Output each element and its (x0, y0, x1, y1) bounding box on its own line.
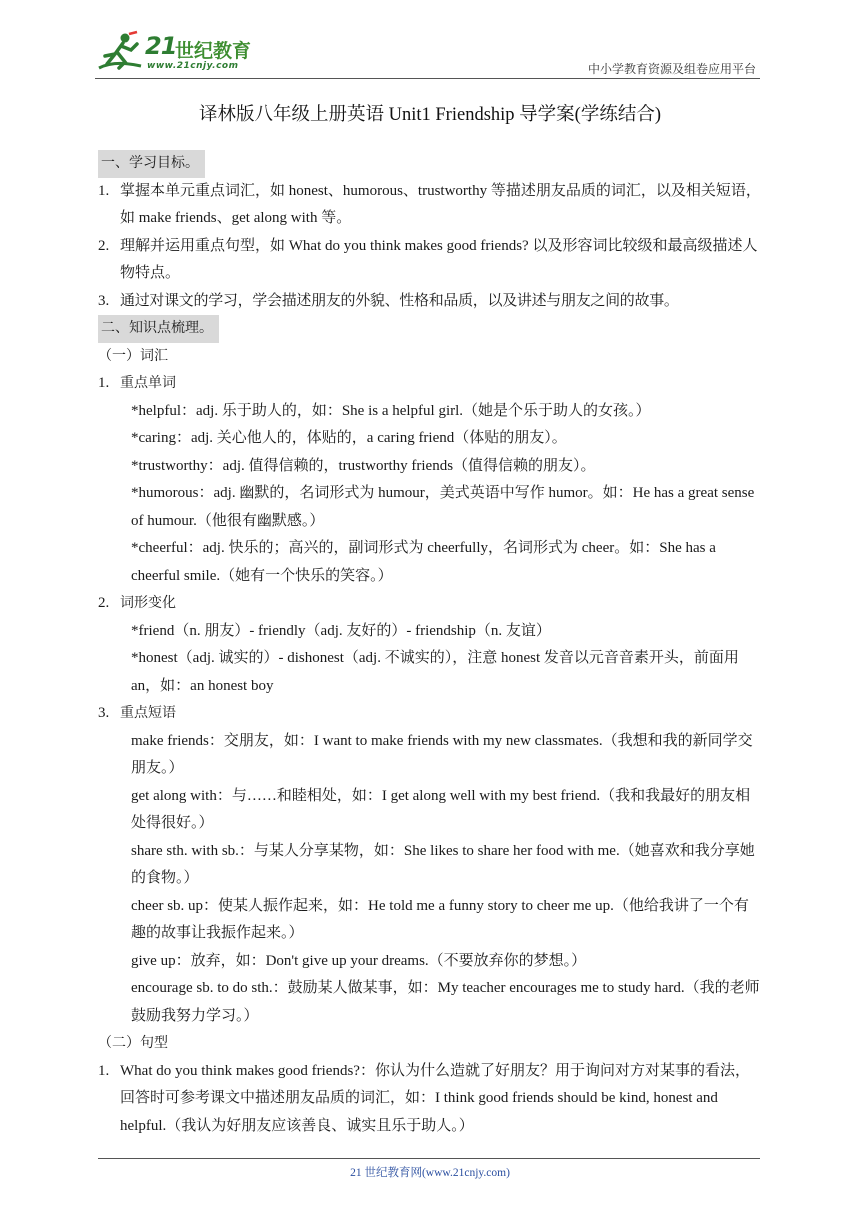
item-number: 1. (98, 375, 110, 391)
list-item (98, 178, 763, 233)
section-heading-knowledge: 二、知识点梳理。 (98, 315, 219, 343)
group-title: 重点短语 (120, 705, 176, 721)
form-entry: *friend（n. 朋友）- friendly（adj. 友好的）- friendship（n. 友谊） (131, 622, 551, 639)
subsection-sentences: （二）句型 (98, 1035, 168, 1051)
list-item (98, 288, 763, 316)
sentence-entry (98, 1058, 763, 1141)
item-text: What do you think makes good friends?：你认为什么造就了好朋友？用于询问对方对某事的看法，回答时可参考课文中描述朋友品质的词汇，如：I think good friends should be kind, honest and helpful.（我认为好朋友应该善良、诚实且乐于助人。） (120, 1062, 750, 1134)
item-text: 理解并运用重点句型，如 What do you think makes good friends? 以及形容词比较级和最高级描述人物特点。 (120, 237, 758, 281)
item-number: 3. (98, 705, 110, 721)
group-heading (98, 590, 763, 618)
phrase-entry: make friends：交朋友，如：I want to make friends with my new classmates.（我想和我的新同学交朋友。） (131, 732, 753, 776)
form-entry: *honest（adj. 诚实的）- dishonest（adj. 不诚实的），注意 honest 发音以元音音素开头，前面用 an，如：an honest boy (131, 650, 739, 694)
group-title: 词形变化 (120, 595, 176, 611)
section-heading-goals: 一、学习目标。 (98, 150, 205, 178)
word-entry: *humorous：adj. 幽默的，名词形式为 humour，美式英语中写作 humor。如：He has a great sense of humour.（他很有幽默感。） (131, 485, 755, 529)
logo-text: 世纪教育 (175, 40, 252, 62)
group-title: 重点单词 (120, 375, 176, 391)
item-number: 1. (98, 182, 110, 199)
group-heading (98, 700, 763, 728)
word-entry: *caring：adj. 关心他人的，体贴的，a caring friend（体贴的朋友）。 (131, 430, 567, 446)
page-header (95, 30, 760, 79)
logo (95, 30, 265, 74)
phrase-entry: give up：放弃，如：Don't give up your dreams.（不要放弃你的梦想。） (131, 952, 587, 969)
footer-divider (98, 1158, 760, 1159)
phrase-entry: encourage sb. to do sth.：鼓励某人做某事，如：My teacher encourages me to study hard.（我的老师鼓励我努力学习。） (131, 980, 760, 1024)
word-entry: *cheerful：adj. 快乐的；高兴的，副词形式为 cheerfully，名词形式为 cheer。如：She has a cheerful smile.（她有一个快乐的笑容。） (131, 540, 716, 584)
item-text: 掌握本单元重点词汇，如 honest、humorous、trustworthy 等描述朋友品质的词汇，以及相关短语，如 make friends、get along with 等。 (120, 182, 761, 226)
page-footer: 21 世纪教育网(www.21cnjy.com) (350, 1167, 510, 1179)
word-entry: *helpful：adj. 乐于助人的，如：She is a helpful girl.（她是个乐于助人的女孩。） (131, 402, 651, 419)
word-entry: *trustworthy：adj. 值得信赖的，trustworthy friends（值得信赖的朋友）。 (131, 457, 596, 474)
phrase-entry: share sth. with sb.：与某人分享某物，如：She likes to share her food with me.（她喜欢和我分享她的食物。） (131, 842, 755, 886)
group-heading (98, 370, 763, 398)
item-number: 2. (98, 595, 110, 611)
item-number: 1. (98, 1062, 110, 1079)
item-number: 3. (98, 292, 110, 309)
phrase-entry: cheer sb. up：使某人振作起来，如：He told me a funny story to cheer me up.（他给我讲了一个有趣的故事让我振作起来。） (131, 897, 749, 941)
runner-logo-icon (95, 30, 145, 74)
subsection-vocabulary: （一）词汇 (98, 347, 168, 364)
phrase-entry: get along with：与……和睦相处，如：I get along well with my best friend.（我和我最好的朋友相处得很好。） (131, 787, 751, 831)
item-text: 通过对课文的学习，学会描述朋友的外貌、性格和品质，以及讲述与朋友之间的故事。 (120, 292, 679, 309)
logo-url: www.21cnjy.com (147, 61, 239, 71)
platform-name: 中小学教育资源及组卷应用平台 (587, 62, 756, 76)
item-number: 2. (98, 237, 110, 254)
list-item (98, 233, 763, 288)
document-title: 译林版八年级上册英语 Unit1 Friendship 导学案(学练结合) (199, 105, 661, 125)
document-body (98, 150, 763, 1140)
logo-number: 21 (145, 32, 177, 60)
